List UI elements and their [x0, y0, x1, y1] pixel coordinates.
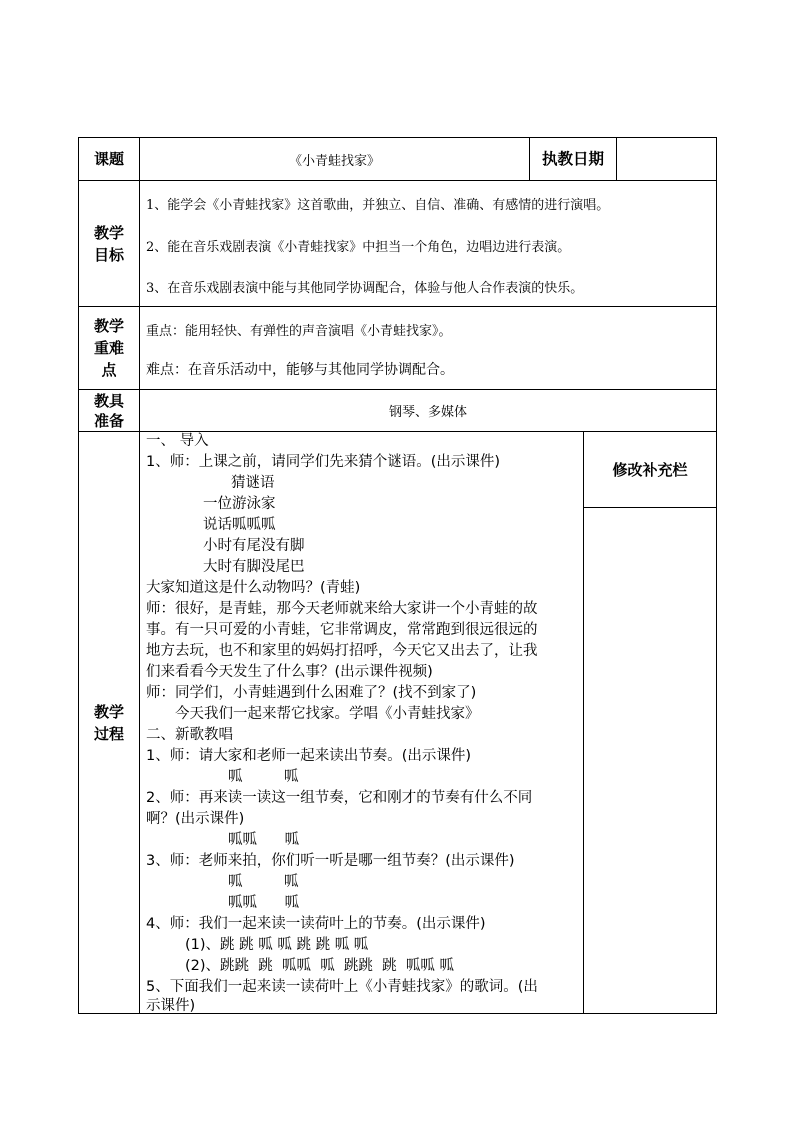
- process-line: 一位游泳家: [203, 496, 276, 512]
- label-column-divider: [139, 137, 140, 1014]
- process-line: (1)、跳 跳 呱 呱 跳 跳 呱 呱: [185, 937, 369, 953]
- goals-label-text: 教学目标: [93, 223, 124, 264]
- tools-value: 钢琴、多媒体: [388, 405, 467, 420]
- key-point: 重点：能用轻快、有弹性的声音演唱《小青蛙找家》。: [146, 324, 452, 339]
- process-line: 地方去玩，也不和家里的妈妈打招呼，今天它又出去了，让我: [146, 643, 538, 659]
- tools-label: [79, 390, 139, 431]
- process-line: 啊？(出示课件): [146, 811, 245, 827]
- revision-column-header: 修改补充栏: [612, 460, 688, 479]
- process-line: 呱 呱: [228, 874, 299, 890]
- process-line: 1、师：请大家和老师一起来读出节奏。(出示课件): [146, 748, 472, 764]
- process-line: (2)、跳跳 跳 呱呱 呱 跳跳 跳 呱呱 呱: [185, 958, 454, 974]
- process-label-text: 教学过程: [93, 702, 124, 743]
- row-divider-2: [78, 306, 717, 307]
- difficult-point: 难点：在音乐活动中，能够与其他同学协调配合。: [146, 362, 454, 378]
- process-line: 大时有脚没尾巴: [203, 559, 305, 575]
- process-line: 呱呱 呱: [228, 895, 300, 911]
- process-line: 们来看看今天发生了什么事？(出示课件视频): [146, 664, 433, 680]
- process-line: 今天我们一起来帮它找家。学唱《小青蛙找家》: [175, 706, 480, 722]
- process-line: 2、师：再来读一读这一组节奏，它和刚才的节奏有什么不同: [146, 790, 533, 806]
- process-line: 说话呱呱呱: [203, 517, 276, 533]
- process-line: 师：很好，是青蛙，那今天老师就来给大家讲一个小青蛙的故: [146, 601, 538, 617]
- topic-value: 《小青蛙找家》: [288, 153, 380, 169]
- process-side-divider: [583, 431, 584, 1014]
- side-column-divider: [583, 507, 717, 508]
- process-line: 呱 呱: [228, 769, 299, 785]
- process-line: 猜谜语: [231, 475, 275, 491]
- table-border-right: [716, 137, 717, 1014]
- goal-item-1: 1、能学会《小青蛙找家》这首歌曲，并独立、自信、准确、有感情的进行演唱。: [146, 198, 610, 213]
- process-line: 呱呱 呱: [228, 832, 300, 848]
- process-line: 3、师：老师来拍，你们听一听是哪一组节奏？(出示课件): [146, 853, 515, 869]
- process-line: 小时有尾没有脚: [203, 538, 305, 554]
- process-line: 师：同学们，小青蛙遇到什么困难了？(找不到家了): [146, 685, 477, 701]
- topic-label: 课题: [93, 150, 124, 168]
- date-label: 执教日期: [541, 150, 604, 168]
- key-points-label-text: 教学重难点: [93, 317, 124, 379]
- date-value: [617, 138, 716, 180]
- process-line: 5、下面我们一起来读一读荷叶上《小青蛙找家》的歌词。(出: [146, 979, 538, 995]
- goals-label: [79, 181, 139, 306]
- process-line: 1、师：上课之前，请同学们先来猜个谜语。(出示课件): [146, 454, 501, 470]
- process-line: 事。有一只可爱的小青蛙，它非常调皮，常常跑到很远很远的: [146, 622, 538, 638]
- goal-item-2: 2、能在音乐戏剧表演《小青蛙找家》中担当一个角色，边唱边进行表演。: [146, 240, 571, 255]
- process-line: 4、师：我们一起来读一读荷叶上的节奏。(出示课件): [146, 916, 486, 932]
- key-points-label: [79, 307, 139, 389]
- goal-item-3: 3、在音乐戏剧表演中能与其他同学协调配合，体验与他人合作表演的快乐。: [146, 281, 584, 296]
- row-divider-1: [78, 180, 717, 181]
- process-line: 示课件): [146, 998, 196, 1014]
- process-line: 二、新歌教唱: [146, 727, 233, 743]
- process-line: 一、 导入: [146, 433, 209, 449]
- tools-label-text: 教具准备: [93, 391, 124, 430]
- process-label: [79, 432, 139, 1013]
- process-line: 大家知道这是什么动物吗？(青蛙): [146, 580, 361, 596]
